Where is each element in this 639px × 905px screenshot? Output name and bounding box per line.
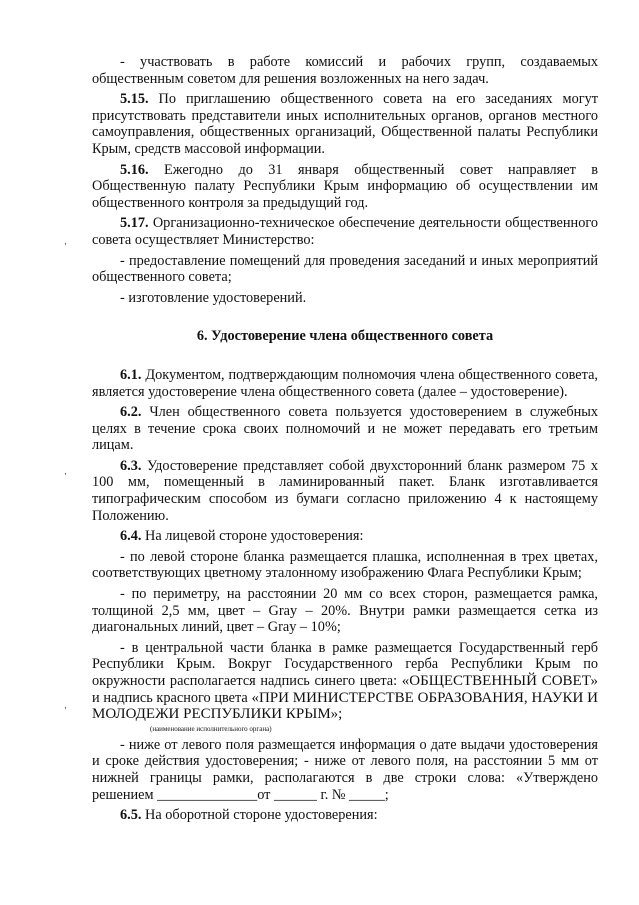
paragraph-6-3: 6.3. Удостоверение представляет собой двухсторонний бланк размером 75 х 100 мм, помещенный в ламинированный пакет. Бланк изготавливается типографическим способом из бумаги согласно приложению 4 к настоящему Положению.: [92, 457, 598, 524]
document-body: [92, 54, 598, 828]
section-heading: 6. Удостоверение члена общественного совета: [196, 328, 494, 345]
margin-mark: ,: [64, 466, 67, 477]
paragraph-6-4: 6.4. На лицевой стороне удостоверения:: [120, 528, 364, 545]
issue-paragraph: - ниже от левого поля размещается информация о дате выдачи удостоверения и сроке действия удостоверения; - ниже от левого поля, на расстоянии 5 мм от нижней границы рамки, располагаются в две строки слова: «Утверждено решением ______________от ______ г. № _____;: [92, 736, 598, 803]
margin-mark: ,: [64, 700, 67, 711]
paragraph: - изготовление удостоверений.: [120, 289, 307, 306]
paragraph: - участвовать в работе комиссий и рабочих групп, создаваемых общественным советом для решения возложенных на него задач.: [92, 54, 598, 87]
emblem-paragraph: - в центральной части бланка в рамке размещается Государственный герб Республики Крым. Вокруг Государственного герба Республики Крым по окружности располагается надпись синего цвета: «ОБЩЕСТВЕННЫЙ СОВЕТ» и надпись красного цвета «ПРИ МИНИСТЕРСТВЕ ОБРАЗОВАНИЯ, НАУКИ И МОЛОДЕЖИ РЕСПУБЛИКИ КРЫМ»;: [92, 639, 598, 723]
paragraph: - предоставление помещений для проведения заседаний и иных мероприятий общественного совета;: [92, 252, 598, 286]
paragraph: - по левой стороне бланка размещается плашка, исполненная в трех цветах, соответствующих цветному эталонному изображению Флага Республики Крым;: [92, 548, 598, 582]
margin-mark: ,: [64, 236, 67, 247]
paragraph: - по периметру, на расстоянии 20 мм со всех сторон, размещается рамка, толщиной 2,5 мм, цвет – Gray – 20%. Внутри рамки размещается сетка из диагональных линий, цвет – Gray – 10%;: [92, 586, 598, 636]
paragraph-6-5: 6.5. На оборотной стороне удостоверения:: [120, 807, 378, 824]
paragraph-5-17: 5.17. Организационно-техническое обеспечение деятельности общественного совета осуществляет Министерство:: [92, 215, 598, 248]
paragraph-6-1: 6.1. Документом, подтверждающим полномочия члена общественного совета, является удостоверение члена общественного совета (далее – удостоверение).: [92, 366, 598, 400]
paragraph-6-2: 6.2. Член общественного совета пользуется удостоверением в служебных целях в течение срока своих полномочий и не может передавать его третьим лицам.: [92, 404, 598, 454]
footnote-label: (наименование исполнительного органа): [150, 724, 272, 733]
paragraph-5-15: 5.15. По приглашению общественного совета на его заседаниях могут присутствовать представители иных исполнительных органов, органов местного самоуправления, общественных организаций, Общественной палаты Республики Крым, средств массовой информации.: [92, 91, 598, 157]
paragraph-5-16: 5.16. Ежегодно до 31 января общественный совет направляет в Общественную палату Республики Крым информацию об осуществлении им общественного контроля за предыдущий год.: [92, 161, 598, 211]
